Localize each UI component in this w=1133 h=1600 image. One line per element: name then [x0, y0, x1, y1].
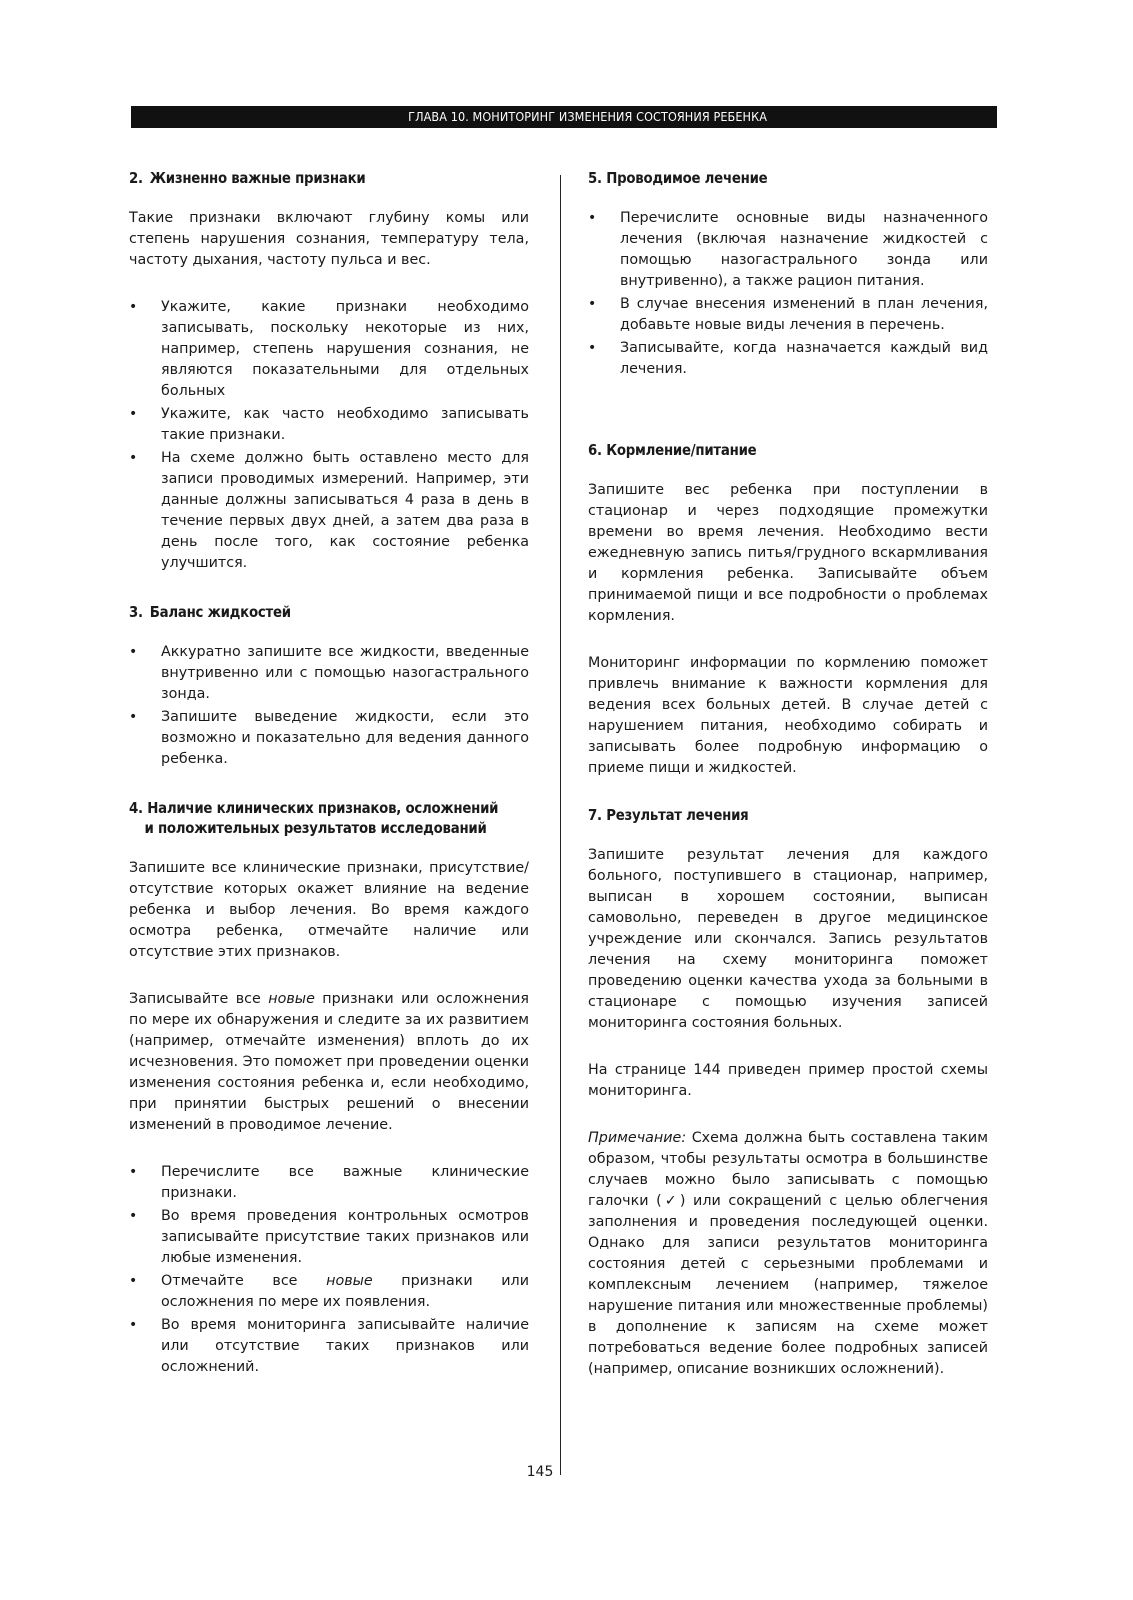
emphasis-text: новые [268, 991, 315, 1007]
list-item-text: Перечислите все важные клинические признаки. [161, 1164, 529, 1201]
section-7-paragraph-1: Запишите результат лечения для каждого больного, поступившего в стационар, например, выписан в хорошем состоянии, выписан самовольно, переведен в другое медицинское учреждение или скончался. Запись результатов лечения на схему мониторинга поможет проведению оценки качества ухода за больными в стационаре с помощью изучения записей мониторинга состояния больных. [588, 847, 988, 1031]
list-item [588, 338, 988, 380]
list-item-text: Укажите, как часто необходимо записывать такие признаки. [161, 406, 529, 443]
list-item-text: Укажите, какие признаки необходимо записывать, поскольку некоторые из них, например, степень нарушения сознания, не являются показательными для отдельных больных [161, 299, 529, 399]
bullet-icon: • [129, 1164, 138, 1180]
bullet-icon: • [129, 406, 138, 422]
list-item-text: Запишите выведение жидкости, если это возможно и показательно для ведения данного ребенка. [161, 709, 529, 767]
section-title: 5. Проводимое лечение [588, 169, 768, 187]
list-item [129, 1206, 529, 1269]
section-6-paragraph-1: Запишите вес ребенка при поступлении в стационар и через подходящие промежутки времени во время лечения. Необходимо вести ежедневную запись питья/грудного вскармливания и кормления ребенка. Записывайте объем принимаемой пищи и все подробности о проблемах кормления. [588, 482, 988, 624]
list-item [588, 294, 988, 336]
section-4-paragraph-1: Запишите все клинические признаки, присутствие/отсутствие которых окажет влияние на ведение ребенка и выбор лечения. Во время каждого осмотра ребенка, отмечайте наличие или отсутствие этих признаков. [129, 860, 529, 960]
section-4-paragraph-2 [129, 989, 529, 1136]
section-number: 3. [129, 603, 143, 621]
section-title: 7. Результат лечения [588, 806, 749, 824]
left-column [129, 168, 529, 1380]
list-item [129, 642, 529, 705]
right-column [588, 168, 988, 1380]
list-item [129, 448, 529, 574]
section-3-list [129, 642, 529, 770]
section-2-list [129, 297, 529, 574]
section-7-paragraph-2: На странице 144 приведен пример простой схемы мониторинга. [588, 1062, 988, 1099]
section-5-list [588, 208, 988, 380]
bullet-icon: • [129, 644, 138, 660]
section-title: Жизненно важные признаки [149, 169, 366, 187]
bullet-icon: • [129, 1273, 138, 1289]
bullet-icon: • [588, 210, 597, 226]
text-span: Отмечайте все [161, 1273, 327, 1289]
list-item-text: Аккуратно запишите все жидкости, введенные внутривенно или с помощью назогастрального зонда. [161, 644, 529, 702]
list-item-text: Во время проведения контрольных осмотров записывайте присутствие таких признаков или любые изменения. [161, 1208, 529, 1266]
list-item [129, 404, 529, 446]
bullet-icon: • [588, 296, 597, 312]
emphasis-text: новые [326, 1273, 373, 1289]
list-item [129, 707, 529, 770]
list-item-text: Записывайте, когда назначается каждый вид лечения. [620, 340, 988, 377]
bullet-icon: • [129, 450, 138, 466]
section-3-heading [129, 602, 473, 622]
text-span: признаки или осложнения по мере их появления. [161, 1273, 529, 1310]
text-span: Записывайте все [129, 991, 269, 1007]
list-item [129, 297, 529, 402]
bullet-icon: • [129, 299, 138, 315]
list-item [129, 1162, 529, 1204]
section-title-line-1: 4. Наличие клинических признаков, осложнений [129, 799, 499, 817]
list-item-text: В случае внесения изменений в план лечения, добавьте новые виды лечения в перечень. [620, 296, 988, 333]
section-6-heading [588, 440, 932, 460]
section-title: Баланс жидкостей [149, 603, 291, 621]
bullet-icon: • [129, 709, 138, 725]
chapter-title: ГЛАВА 10. МОНИТОРИНГ ИЗМЕНЕНИЯ СОСТОЯНИЯ РЕБЕНКА [408, 109, 767, 124]
list-item-text: На схеме должно быть оставлено место для записи проводимых измерений. Например, эти данные должны записываться 4 раза в день в течение первых двух дней, а затем два раза в день после того, как состояние ребенка улучшится. [161, 450, 529, 571]
section-title-line-2: и положительных результатов исследований [144, 819, 487, 837]
page-number: 145 [526, 1464, 554, 1480]
section-2-intro: Такие признаки включают глубину комы или степень нарушения сознания, температуру тела, частоту дыхания, частоту пульса и вес. [129, 210, 529, 268]
list-item [129, 1271, 529, 1313]
list-item [129, 1315, 529, 1378]
list-item-text: Перечислите основные виды назначенного лечения (включая назначение жидкостей с помощью назогастрального зонда или внутривенно), а также рацион питания. [620, 210, 988, 289]
section-6-paragraph-2: Мониторинг информации по кормлению поможет привлечь внимание к важности кормления для ведения всех больных детей. В случае детей с нарушением питания, необходимо собирать и записывать более подробную информацию о приеме пищи и жидкостей. [588, 655, 988, 776]
section-4-heading-line-2 [129, 818, 487, 838]
note-text: Схема должна быть составлена таким образом, чтобы результаты осмотра в большинстве случаев можно было записывать с помощью галочки (✓) или сокращений с целью облегчения заполнения и проведения последующей оценки. Однако для записи результатов мониторинга состояния детей с серьезными проблемами и комплексным лечением (например, тяжелое нарушение питания или множественные проблемы) в дополнение к записям на схеме может потребоваться ведение более подробных записей (например, описание возникших осложнений). [588, 1130, 988, 1377]
note-label: Примечание: [588, 1130, 687, 1146]
chapter-header [131, 106, 997, 128]
column-divider [560, 175, 561, 1475]
section-7-heading [588, 805, 932, 825]
section-4-heading [129, 798, 499, 818]
bullet-icon: • [129, 1208, 138, 1224]
section-4-list [129, 1162, 529, 1378]
section-5-heading [588, 168, 932, 188]
section-2-heading [129, 168, 473, 188]
section-title: 6. Кормление/питание [588, 441, 757, 459]
section-7-note [588, 1128, 988, 1380]
list-item-text: Во время мониторинга записывайте наличие или отсутствие таких признаков или осложнений. [161, 1317, 529, 1375]
section-number: 2. [129, 169, 143, 187]
bullet-icon: • [129, 1317, 138, 1333]
bullet-icon: • [588, 340, 597, 356]
text-span: признаки или осложнения по мере их обнаружения и следите за их развитием (например, отмечайте изменения) вплоть до их исчезновения. Это поможет при проведении оценки изменения состояния ребенка и, если необходимо, при принятии быстрых решений о внесении изменений в проводимое лечение. [129, 991, 529, 1133]
list-item [588, 208, 988, 292]
